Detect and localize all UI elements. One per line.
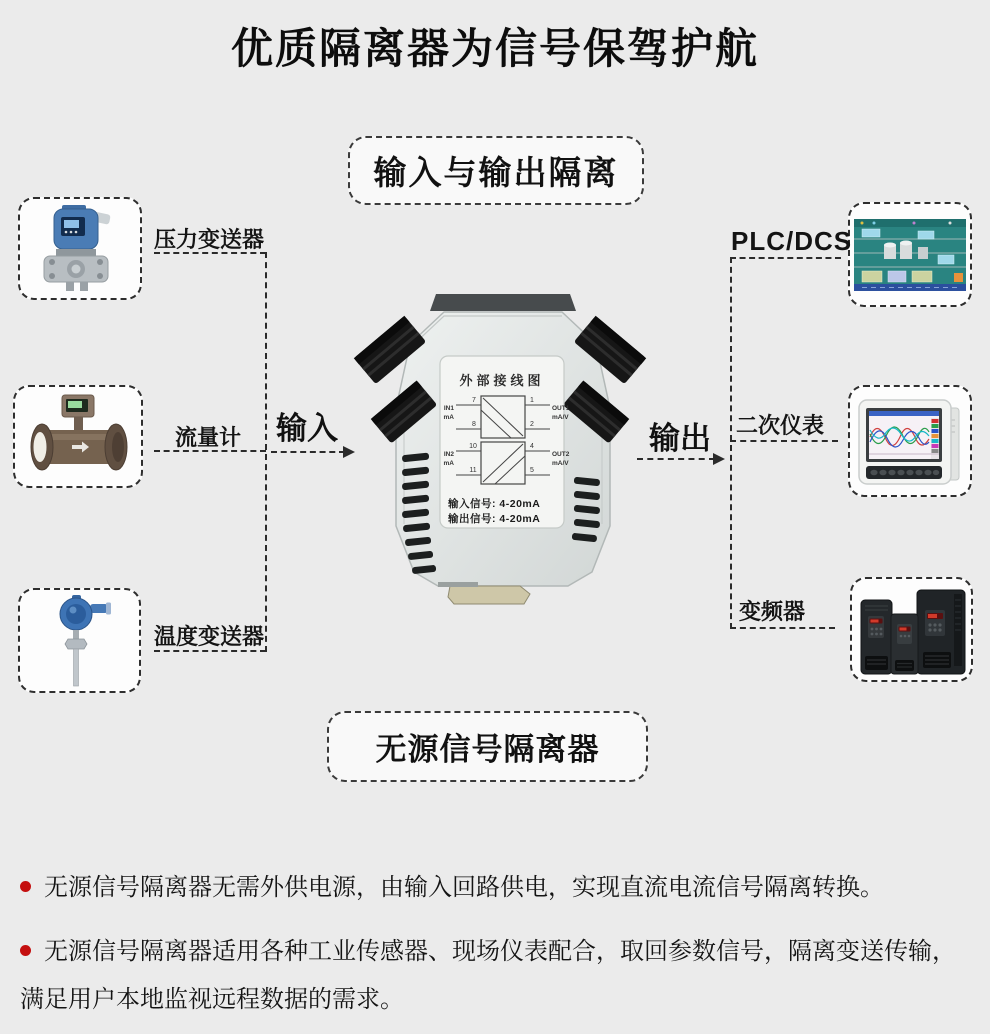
output-arrow-head — [713, 453, 725, 465]
device-din-clip — [448, 586, 530, 604]
connector-line-pressure — [154, 252, 266, 254]
connector-line-flow — [154, 450, 266, 452]
connector-line-plc — [730, 257, 841, 259]
bullet-text-2: 无源信号隔离器适用各种工业传感器、现场仪表配合，取回参数信号，隔离变送传输，满足用户本地监视远程数据的需求。 — [20, 938, 956, 1013]
svg-text:OUT1: OUT1 — [552, 405, 570, 412]
connector-vline-left — [265, 252, 267, 652]
label-inverter: 变频器 — [739, 599, 806, 624]
connector-line-temperature — [154, 650, 266, 652]
input-arrow-line — [271, 451, 345, 453]
bullet-item-2 — [20, 928, 972, 1024]
svg-text:mA: mA — [443, 460, 454, 467]
label-pressure-transmitter: 压力变送器 — [154, 227, 265, 252]
plc-dcs-photo-box — [848, 202, 972, 307]
svg-text:1: 1 — [530, 397, 534, 404]
device-top-edge — [430, 294, 576, 311]
plc-dcs-scada-screen-image — [854, 215, 966, 295]
label-plc-dcs: PLC/DCS — [731, 226, 853, 256]
input-signal-spec: 输入信号: 4-20mA — [448, 498, 541, 510]
input-flow-label: 输入 — [276, 411, 338, 446]
bottom-section-box — [327, 711, 648, 782]
top-section-box — [348, 136, 644, 205]
bullet-text-1: 无源信号隔离器无需外供电源，由输入回路供电，实现直流电流信号隔离转换。 — [44, 874, 884, 901]
secondary-instrument-photo-box — [848, 385, 972, 497]
frequency-inverter-image — [857, 584, 967, 676]
pressure-transmitter-image — [28, 205, 132, 293]
label-temperature-transmitter: 温度变送器 — [154, 624, 265, 649]
svg-text:11: 11 — [469, 467, 477, 474]
bullet-dot-icon — [20, 881, 31, 892]
bottom-section-label: 无源信号隔离器 — [375, 732, 600, 767]
svg-text:4: 4 — [530, 443, 534, 450]
description-bullets — [20, 864, 972, 1034]
svg-text:mA: mA — [443, 414, 454, 421]
svg-text:5: 5 — [530, 467, 534, 474]
bullet-dot-icon — [20, 945, 31, 956]
svg-text:8: 8 — [472, 421, 476, 428]
device-din-slot — [438, 582, 478, 587]
paperless-recorder-image — [855, 392, 965, 490]
inverter-photo-box — [850, 577, 973, 682]
pressure-transmitter-photo-box — [18, 197, 142, 300]
svg-text:OUT2: OUT2 — [552, 451, 570, 458]
label-flow-meter: 流量计 — [175, 425, 242, 450]
bullet-item-1 — [20, 864, 972, 912]
connector-line-inverter — [730, 627, 835, 629]
svg-text:2: 2 — [530, 421, 534, 428]
signal-isolator-device — [350, 286, 650, 616]
output-flow-label: 输出 — [649, 421, 711, 456]
svg-text:IN2: IN2 — [443, 451, 454, 458]
svg-text:7: 7 — [472, 397, 476, 404]
wiring-diagram-title: 外部接线图 — [459, 373, 545, 388]
svg-text:mA/V: mA/V — [552, 460, 569, 467]
svg-text:IN1: IN1 — [443, 405, 454, 412]
svg-text:10: 10 — [469, 443, 477, 450]
label-secondary-instrument: 二次仪表 — [736, 413, 825, 438]
top-section-label: 输入与输出隔离 — [373, 154, 619, 191]
output-signal-spec: 输出信号: 4-20mA — [448, 513, 541, 525]
device-wiring-label — [440, 356, 570, 528]
electromagnetic-flow-meter-image — [22, 393, 134, 481]
temperature-transmitter-image — [30, 595, 130, 687]
connector-vline-right — [730, 257, 732, 629]
temperature-transmitter-photo-box — [18, 588, 141, 693]
connector-line-secondary — [730, 440, 838, 442]
svg-text:mA/V: mA/V — [552, 414, 569, 421]
page-title: 优质隔离器为信号保驾护航 — [230, 25, 759, 72]
flow-meter-photo-box — [13, 385, 143, 488]
